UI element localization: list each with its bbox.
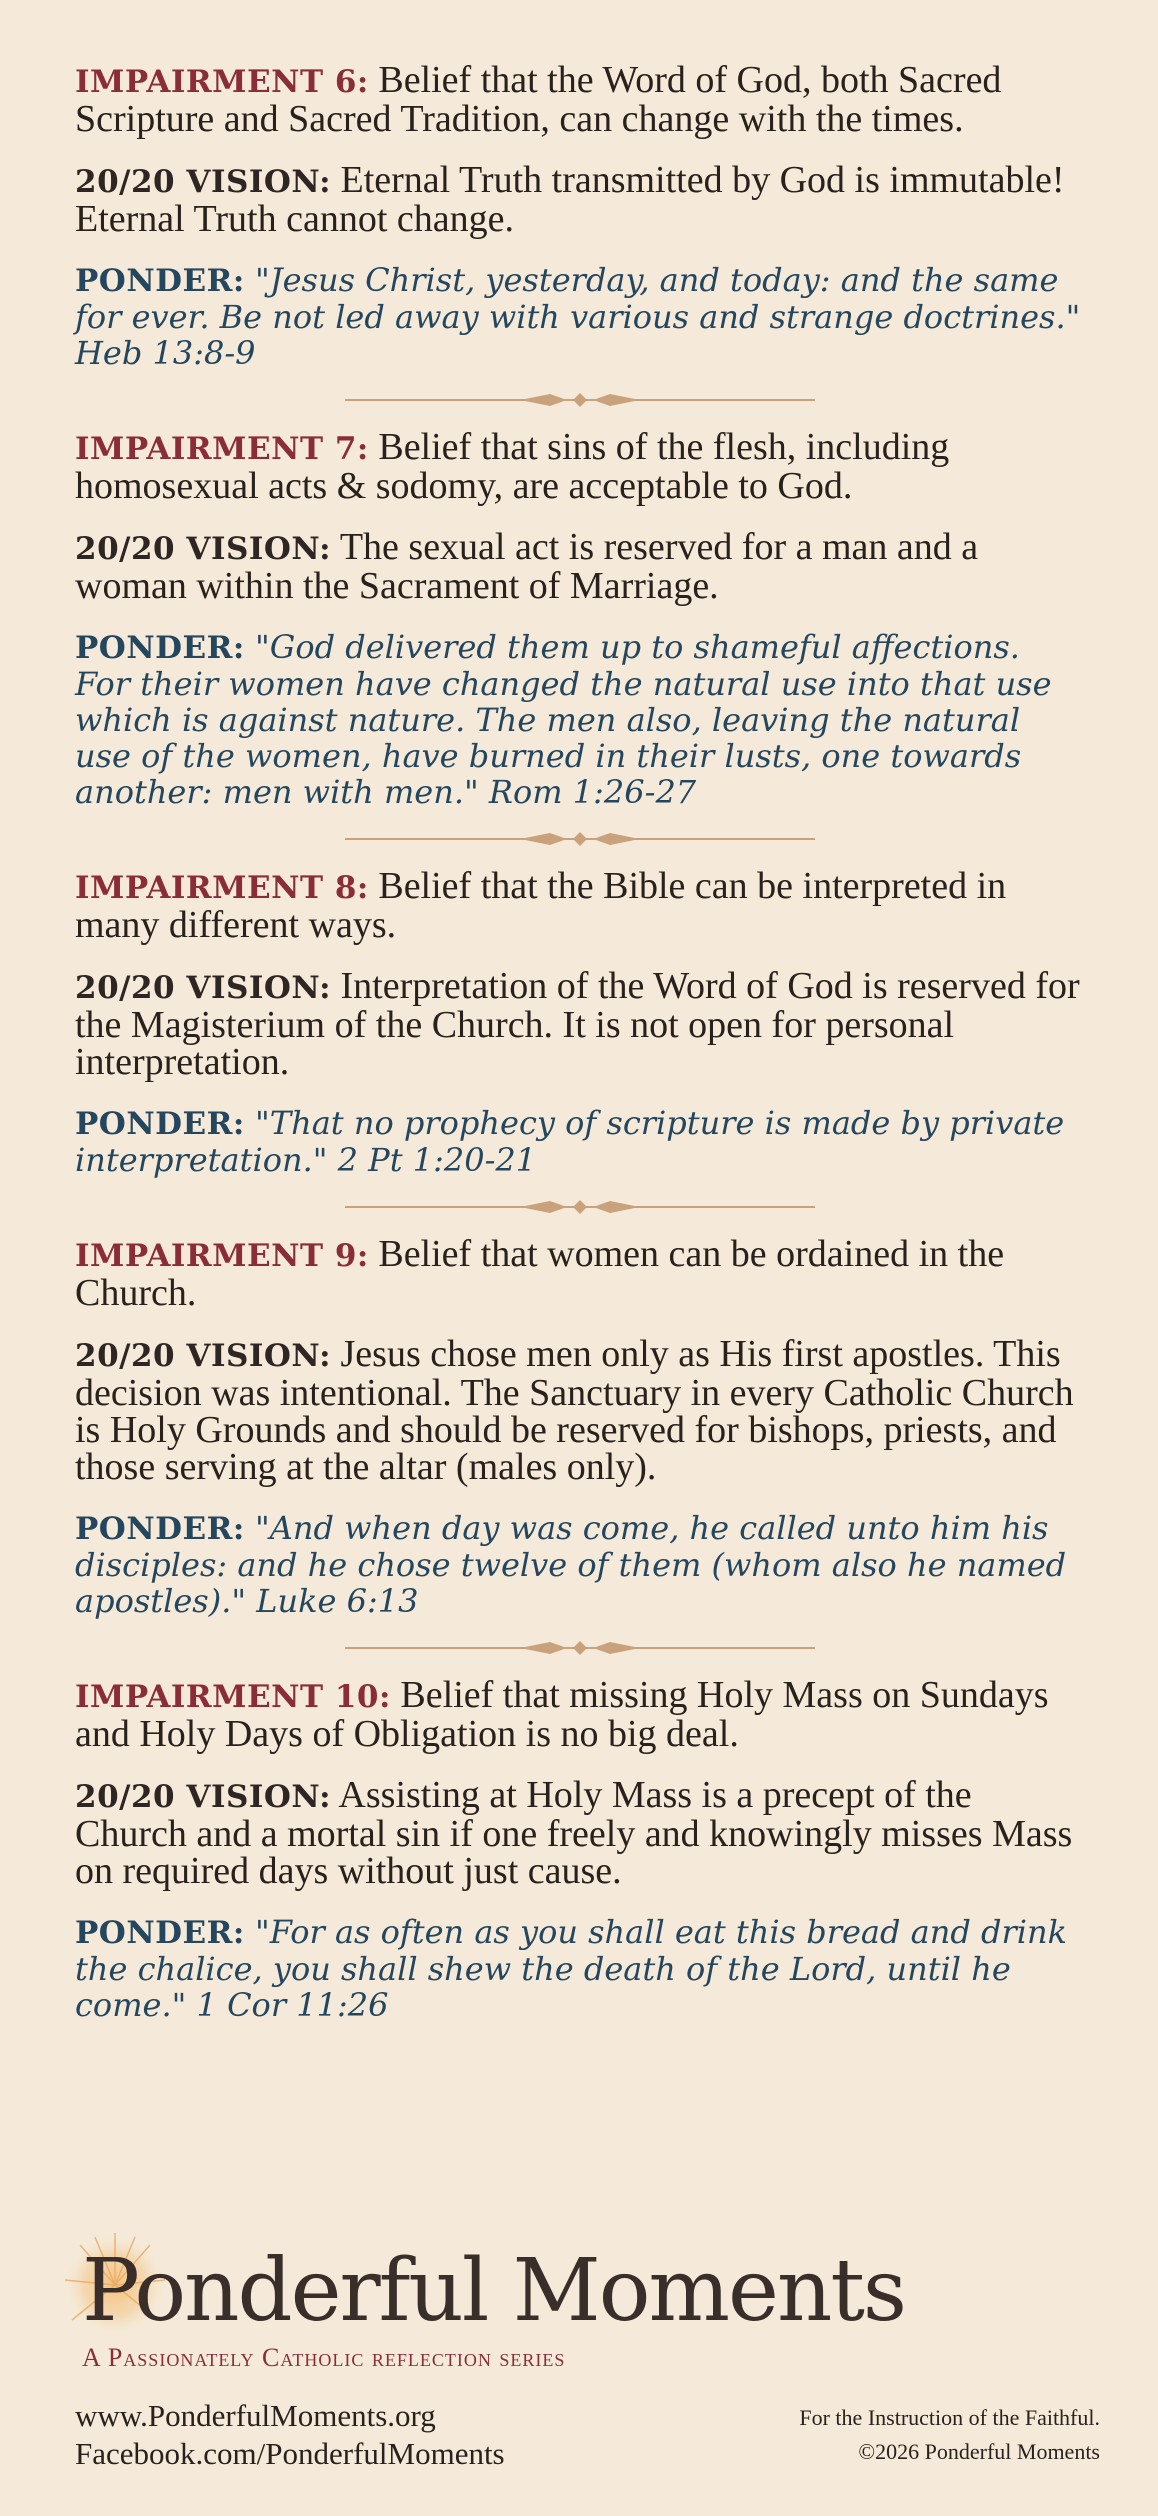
ponder-quote: "For as often as you shall eat this bread and drink the chalice, you shall shew the death of the Lord, until he come." 1 Cor 11:26	[75, 1913, 1068, 2024]
impairment-label: IMPAIRMENT 8:	[75, 870, 369, 906]
ponderful-moments-logo	[60, 2225, 1100, 2471]
impairment-section-8	[75, 865, 1085, 1179]
brochure-content	[75, 59, 1085, 2024]
vision-paragraph	[75, 526, 1085, 607]
ponder-label: PONDER:	[75, 1106, 245, 1142]
vision-label: 20/20 VISION:	[75, 1338, 332, 1374]
impairment-section-10	[75, 1674, 1085, 2024]
ponder-quote: "Jesus Christ, yesterday, and today: and the same for ever. Be not led away with various and strange doctrines." Heb 13:8-9	[75, 261, 1081, 372]
impairment-section-6	[75, 59, 1085, 372]
ornament-divider	[345, 828, 815, 850]
impairment-text: Belief that sins of the flesh, including homosexual acts & sodomy, are acceptable to God.	[75, 426, 950, 507]
footer-links	[75, 2397, 505, 2473]
vision-label: 20/20 VISION:	[75, 1779, 332, 1815]
vision-paragraph	[75, 965, 1085, 1083]
impairment-label: IMPAIRMENT 6:	[75, 64, 369, 100]
ornament-divider	[345, 389, 815, 411]
facebook-link[interactable]: Facebook.com/PonderfulMoments	[75, 2436, 505, 2471]
ponder-paragraph	[75, 1914, 1085, 2023]
impairment-label: IMPAIRMENT 10:	[75, 1679, 391, 1715]
vision-label: 20/20 VISION:	[75, 164, 332, 200]
impairment-text: Belief that the Word of God, both Sacred Scripture and Sacred Tradition, can change with the times.	[75, 59, 1002, 140]
vision-paragraph	[75, 159, 1085, 240]
logo-wordmark: Ponderful Moments	[82, 2241, 906, 2341]
ponder-paragraph	[75, 1510, 1085, 1619]
instruction-note: For the Instruction of the Faithful.	[799, 2405, 1100, 2430]
ponder-quote: "And when day was come, he called unto him his disciples: and he chose twelve of them (whom also he named apostles)." Luke 6:13	[75, 1509, 1067, 1620]
impairment-paragraph	[75, 59, 1085, 140]
copyright-note: ©2026 Ponderful Moments	[858, 2439, 1100, 2464]
ornament-divider	[345, 1196, 815, 1218]
footer-credits	[799, 2401, 1100, 2469]
impairment-text: Belief that missing Holy Mass on Sundays and Holy Days of Obligation is no big deal.	[75, 1674, 1049, 1755]
impairment-text: Belief that women can be ordained in the Church.	[75, 1233, 1005, 1314]
website-link[interactable]: www.PonderfulMoments.org	[75, 2398, 436, 2433]
ornament-divider	[345, 1637, 815, 1659]
ponder-label: PONDER:	[75, 1511, 245, 1547]
ponder-paragraph	[75, 262, 1085, 371]
impairment-label: IMPAIRMENT 7:	[75, 431, 369, 467]
logo-tagline: A Passionately Catholic reflection series	[82, 2343, 566, 2372]
ponder-label: PONDER:	[75, 630, 245, 666]
vision-text: Assisting at Holy Mass is a precept of the Church and a mortal sin if one freely and knowingly misses Mass on required days without just cause.	[75, 1774, 1073, 1892]
vision-paragraph	[75, 1774, 1085, 1892]
vision-text: Interpretation of the Word of God is reserved for the Magisterium of the Church. It is not open for personal interpretation.	[75, 965, 1080, 1083]
vision-label: 20/20 VISION:	[75, 531, 332, 567]
ponder-paragraph	[75, 1105, 1085, 1178]
ponder-quote: "That no prophecy of scripture is made by private interpretation." 2 Pt 1:20-21	[75, 1104, 1065, 1179]
vision-label: 20/20 VISION:	[75, 970, 332, 1006]
impairment-section-9	[75, 1233, 1085, 1620]
impairment-label: IMPAIRMENT 9:	[75, 1238, 369, 1274]
ponder-label: PONDER:	[75, 263, 245, 299]
footer	[60, 2225, 1100, 2471]
impairment-paragraph	[75, 865, 1085, 946]
vision-text: The sexual act is reserved for a man and a woman within the Sacrament of Marriage.	[75, 526, 979, 607]
ponder-quote: "God delivered them up to shameful affections. For their women have changed the natural use into that use which is against nature. The men also, leaving the natural use of the women, have burned in their lusts, one towards another: men with men." Rom 1:26-27	[75, 628, 1052, 811]
impairment-paragraph	[75, 1233, 1085, 1314]
impairment-paragraph	[75, 426, 1085, 507]
impairment-text: Belief that the Bible can be interpreted in many different ways.	[75, 865, 1007, 946]
ponder-label: PONDER:	[75, 1915, 245, 1951]
impairment-section-7	[75, 426, 1085, 811]
vision-paragraph	[75, 1333, 1085, 1488]
impairment-paragraph	[75, 1674, 1085, 1755]
vision-text: Eternal Truth transmitted by God is immutable! Eternal Truth cannot change.	[75, 159, 1065, 240]
ponder-paragraph	[75, 629, 1085, 810]
vision-text: Jesus chose men only as His first apostles. This decision was intentional. The Sanctuary in every Catholic Church is Holy Grounds and should be reserved for bishops, priests, and those serving at the altar (males only).	[75, 1333, 1074, 1488]
